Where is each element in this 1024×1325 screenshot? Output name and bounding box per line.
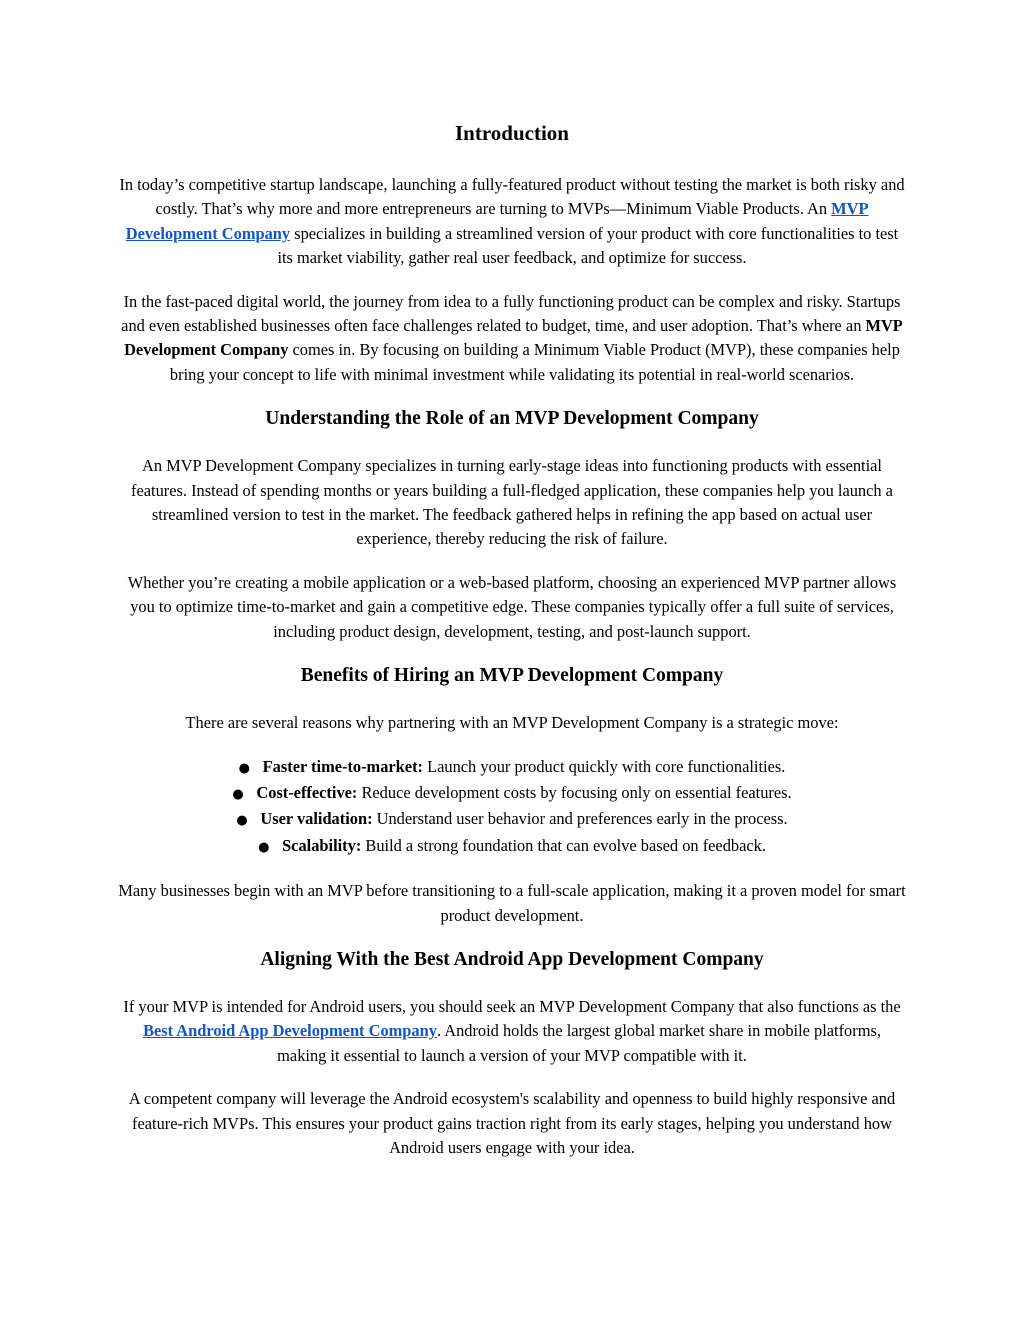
benefits-intro: There are several reasons why partnering with an MVP Development Company is a strategic move: (185, 713, 839, 733)
android-paragraph-2: A competent company will leverage the Android ecosystem's scalability and openness to build highly responsive and feature-rich MVPs. This ensures your product gains traction right from its early stages, helping you understand how Android users engage with your idea. (128, 1089, 896, 1157)
benefit-label: User validation: (260, 809, 373, 829)
benefits-outro: Many businesses begin with an MVP before transitioning to a full-scale application, making it a proven model for smart product development. (118, 881, 906, 925)
benefit-text: Build a strong foundation that can evolve based on feedback. (361, 835, 766, 855)
role-paragraph-2: Whether you’re creating a mobile application or a web-based platform, choosing an experienced MVP partner allows you to optimize time-to-market and gain a competitive edge. These companies typically offer a full suite of services, including product design, development, testing, and post-launch support. (127, 572, 897, 641)
benefit-label: Faster time-to-market: (262, 756, 423, 776)
list-item (118, 834, 906, 860)
bullet-icon: ● (232, 786, 244, 802)
intro-paragraph-2 (118, 290, 906, 388)
list-item (118, 807, 906, 833)
benefit-label: Scalability: (282, 835, 362, 855)
intro-p2-text-before: In the fast-paced digital world, the journey from idea to a fully functioning product can be complex and risky. Startups and even established businesses often face challenges related to budget, time, and user adoption. That’s where an (121, 291, 901, 336)
android-p1-text-after: . Android holds the largest global market share in mobile platforms, making it essential to launch a version of your MVP compatible with it. (277, 1021, 881, 1065)
mvp-development-company-link[interactable]: MVP Development Company (125, 199, 869, 243)
intro-paragraph-1 (118, 173, 906, 271)
android-paragraph-1 (118, 995, 906, 1068)
intro-p2-bold: MVP Development Company (124, 316, 903, 360)
benefit-text: Reduce development costs by focusing only on essential features. (357, 782, 792, 802)
intro-p2-text-after: comes in. By focusing on building a Minimum Viable Product (MVP), these companies help bring your concept to life with minimal investment while validating its potential in real-world scenarios. (169, 340, 900, 384)
list-item (118, 781, 906, 807)
role-paragraph-1: An MVP Development Company specializes in turning early-stage ideas into functioning products with essential features. Instead of spending months or years building a full-fledged application, these companies help you launch a streamlined version to test in the market. The feedback gathered helps in refining the app based on actual user experience, thereby reducing the risk of failure. (131, 456, 893, 549)
benefit-label: Cost-effective: (256, 782, 358, 802)
benefits-heading: Benefits of Hiring an MVP Development Company (300, 665, 724, 687)
benefits-list (118, 755, 906, 861)
bullet-icon: ● (238, 760, 250, 776)
bullet-icon: ● (258, 839, 270, 855)
android-p1-text-before: If your MVP is intended for Android users, you should seek an MVP Development Company that also functions as the (123, 996, 901, 1016)
android-heading: Aligning With the Best Android App Development Company (260, 948, 764, 970)
best-android-app-development-company-link[interactable]: Best Android App Development Company (143, 1021, 437, 1041)
intro-p1-text-before: In today’s competitive startup landscape, launching a fully-featured product without testing the market is both risky and costly. That’s why more and more entrepreneurs are turning to MVPs—Minimum Viable Products. An (119, 175, 905, 219)
intro-p1-text-after: specializes in building a streamlined version of your product with core functionalities to test its market viability, gather real user feedback, and optimize for success. (277, 223, 899, 268)
benefit-text: Launch your product quickly with core functionalities. (423, 756, 786, 776)
bullet-icon: ● (236, 813, 248, 829)
role-heading: Understanding the Role of an MVP Development Company (265, 408, 759, 430)
intro-heading: Introduction (455, 121, 569, 145)
list-item (118, 755, 906, 781)
benefit-text: Understand user behavior and preferences early in the process. (372, 809, 788, 829)
